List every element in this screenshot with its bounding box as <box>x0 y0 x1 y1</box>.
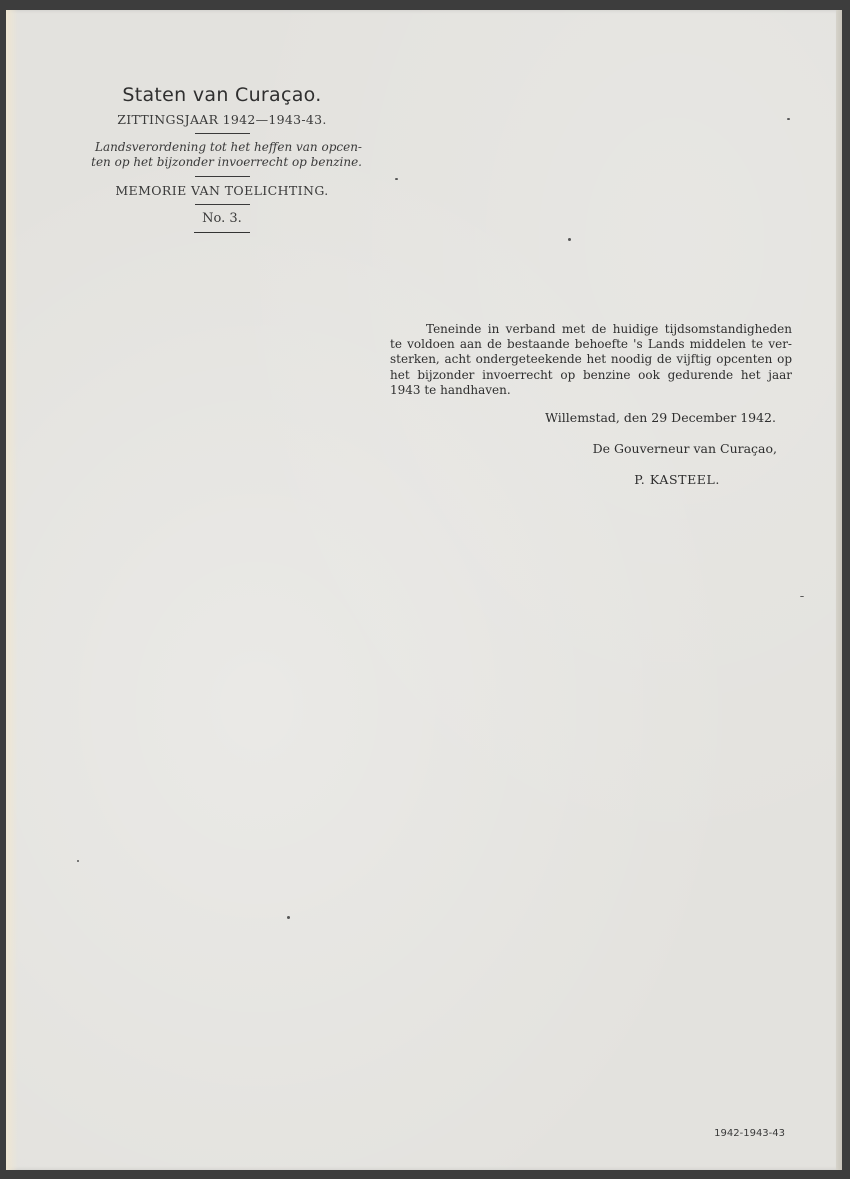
paper-speck <box>77 860 79 862</box>
footer-document-code: 1942-1943-43 <box>714 1128 785 1139</box>
ordinance-title <box>72 140 372 170</box>
paper-speck <box>395 178 398 180</box>
paper-speck <box>568 238 571 241</box>
paper-speck <box>800 596 804 597</box>
paragraph-line: te voldoen aan de bestaande behoefte 's Lands middelen te ver- <box>390 337 792 352</box>
place-date: Willemstad, den 29 December 1942. <box>545 410 776 425</box>
governor-title: De Gouverneur van Curaçao, <box>592 441 777 456</box>
header-divider <box>195 133 250 134</box>
paper-edge-left <box>6 10 18 1170</box>
paper-speck <box>787 118 790 120</box>
document-type: MEMORIE VAN TOELICHTING. <box>115 183 329 198</box>
paragraph-line: het bijzonder invoerrecht op benzine ook gedurende het jaar <box>390 367 792 382</box>
parliament-title: Staten van Curaçao. <box>122 84 322 106</box>
ordinance-title-line: Landsverordening tot het heffen van opcen- <box>95 140 362 154</box>
header-divider <box>195 204 250 205</box>
document-header <box>72 84 372 239</box>
paragraph-line: sterken, acht ondergeteekende het noodig de vijftig opcenten op <box>390 352 792 367</box>
explanatory-paragraph <box>390 322 792 398</box>
paper-edge-right <box>836 10 842 1170</box>
ordinance-title-line: ten op het bijzonder invoerrecht op benzine. <box>91 155 362 169</box>
signature-name: P. KASTEEL. <box>634 472 720 487</box>
header-divider <box>195 176 250 177</box>
paper-speck <box>287 916 290 919</box>
header-divider <box>194 232 250 233</box>
paragraph-line: 1943 te handhaven. <box>390 382 511 397</box>
document-number: No. 3. <box>202 211 242 226</box>
session-year: ZITTINGSJAAR 1942—1943-43. <box>117 112 327 127</box>
paragraph-line: Teneinde in verband met de huidige tijdsomstandigheden <box>426 322 792 336</box>
